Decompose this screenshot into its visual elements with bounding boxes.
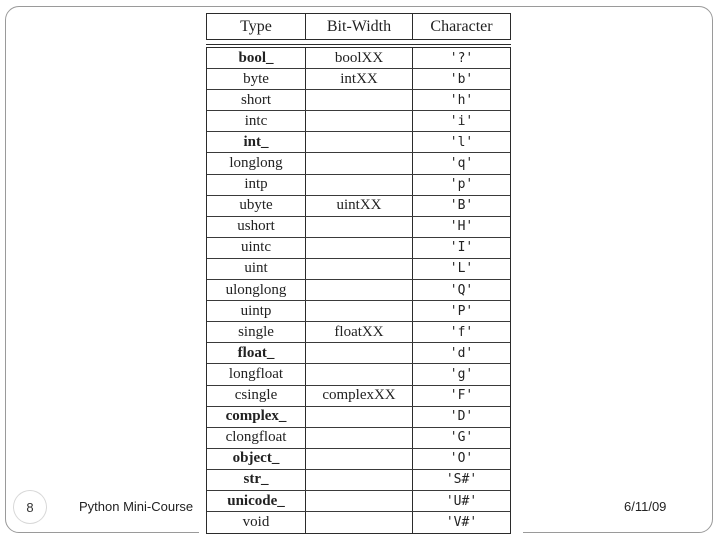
table-row <box>207 217 510 238</box>
character-cell: 'b' <box>449 71 474 87</box>
table-row <box>207 280 510 301</box>
bit-width-cell <box>305 259 413 279</box>
bit-width-cell: boolXX <box>305 48 413 68</box>
bit-width-cell <box>305 301 413 321</box>
slide-number-badge: 8 <box>13 490 47 524</box>
table-row <box>207 449 510 470</box>
table-row <box>207 111 510 132</box>
type-cell: byte <box>243 70 269 87</box>
bit-width-cell <box>305 407 413 427</box>
table-row <box>207 491 510 512</box>
table-row <box>207 386 510 407</box>
table-row <box>207 301 510 322</box>
header-bit-width: Bit-Width <box>305 14 413 39</box>
type-cell: ushort <box>237 218 275 235</box>
table-row <box>207 69 510 90</box>
type-cell: complex_ <box>225 408 287 425</box>
type-cell: uint <box>244 260 268 277</box>
character-cell: 'i' <box>449 113 474 129</box>
type-cell: str_ <box>243 471 269 488</box>
bit-width-cell <box>305 364 413 384</box>
character-cell: 'D' <box>449 409 474 425</box>
type-cell: object_ <box>232 450 280 467</box>
type-cell: intc <box>244 112 268 129</box>
type-cell: intp <box>244 176 268 193</box>
character-cell: 'g' <box>449 366 474 382</box>
bit-width-cell <box>305 343 413 363</box>
table-row <box>207 259 510 280</box>
character-cell: 'l' <box>449 134 474 150</box>
bit-width-cell <box>305 449 413 469</box>
table-row <box>207 343 510 364</box>
bit-width-cell <box>305 111 413 131</box>
bit-width-cell <box>305 132 413 152</box>
character-cell: 'P' <box>449 303 474 319</box>
footer-date: 6/11/09 <box>624 499 667 514</box>
bit-width-cell <box>305 280 413 300</box>
character-cell: 'p' <box>449 177 474 193</box>
character-cell: 'I' <box>449 240 474 256</box>
bit-width-cell <box>305 217 413 237</box>
character-cell: 'G' <box>449 430 474 446</box>
character-cell: 'U#' <box>445 493 478 509</box>
dtype-table-image <box>199 10 523 535</box>
bit-width-cell: complexXX <box>305 386 413 406</box>
table-row <box>207 470 510 491</box>
header-type: Type <box>240 17 272 35</box>
bit-width-cell <box>305 153 413 173</box>
table-row <box>207 48 510 69</box>
type-cell: int_ <box>243 133 269 150</box>
type-cell: csingle <box>234 387 278 404</box>
character-cell: 'f' <box>449 324 474 340</box>
character-cell: 'B' <box>449 198 474 214</box>
table-row <box>207 238 510 259</box>
table-row <box>207 196 510 217</box>
type-cell: clongfloat <box>225 429 287 446</box>
table-row <box>207 322 510 343</box>
bit-width-cell: uintXX <box>305 196 413 216</box>
type-cell: ulonglong <box>225 281 287 298</box>
bit-width-cell <box>305 491 413 511</box>
type-cell: void <box>242 514 270 531</box>
character-cell: 'Q' <box>449 282 474 298</box>
table-row <box>207 153 510 174</box>
footer-course-title: Python Mini-Course <box>79 499 194 514</box>
table-row <box>207 90 510 111</box>
bit-width-cell: intXX <box>305 69 413 89</box>
bit-width-cell <box>305 90 413 110</box>
bit-width-cell <box>305 238 413 258</box>
type-cell: bool_ <box>238 49 274 66</box>
bit-width-cell <box>305 470 413 490</box>
table-row <box>207 175 510 196</box>
bit-width-cell <box>305 512 413 533</box>
table-row <box>207 407 510 428</box>
header-character: Character <box>430 17 493 35</box>
dtype-table-body <box>206 47 511 534</box>
type-cell: longlong <box>229 155 283 172</box>
bit-width-cell <box>305 428 413 448</box>
type-cell: single <box>238 323 274 340</box>
type-cell: ubyte <box>239 197 273 214</box>
character-cell: 'V#' <box>445 515 478 531</box>
character-cell: 'd' <box>449 345 474 361</box>
character-cell: 'S#' <box>445 472 478 488</box>
type-cell: unicode_ <box>227 492 285 509</box>
type-cell: short <box>241 91 271 108</box>
table-header-row <box>206 13 511 40</box>
bit-width-cell <box>305 175 413 195</box>
bit-width-cell: floatXX <box>305 322 413 342</box>
type-cell: float_ <box>237 344 275 361</box>
type-cell: uintp <box>240 302 272 319</box>
table-row <box>207 428 510 449</box>
character-cell: 'h' <box>449 92 474 108</box>
character-cell: 'q' <box>449 156 474 172</box>
character-cell: 'H' <box>449 219 474 235</box>
header-separator <box>206 44 511 45</box>
type-cell: uintc <box>241 239 271 256</box>
table-row <box>207 364 510 385</box>
type-cell: longfloat <box>228 365 284 382</box>
table-row <box>207 132 510 153</box>
character-cell: '?' <box>449 50 474 66</box>
table-row <box>207 512 510 533</box>
character-cell: 'F' <box>449 388 474 404</box>
character-cell: 'O' <box>449 451 474 467</box>
character-cell: 'L' <box>449 261 474 277</box>
